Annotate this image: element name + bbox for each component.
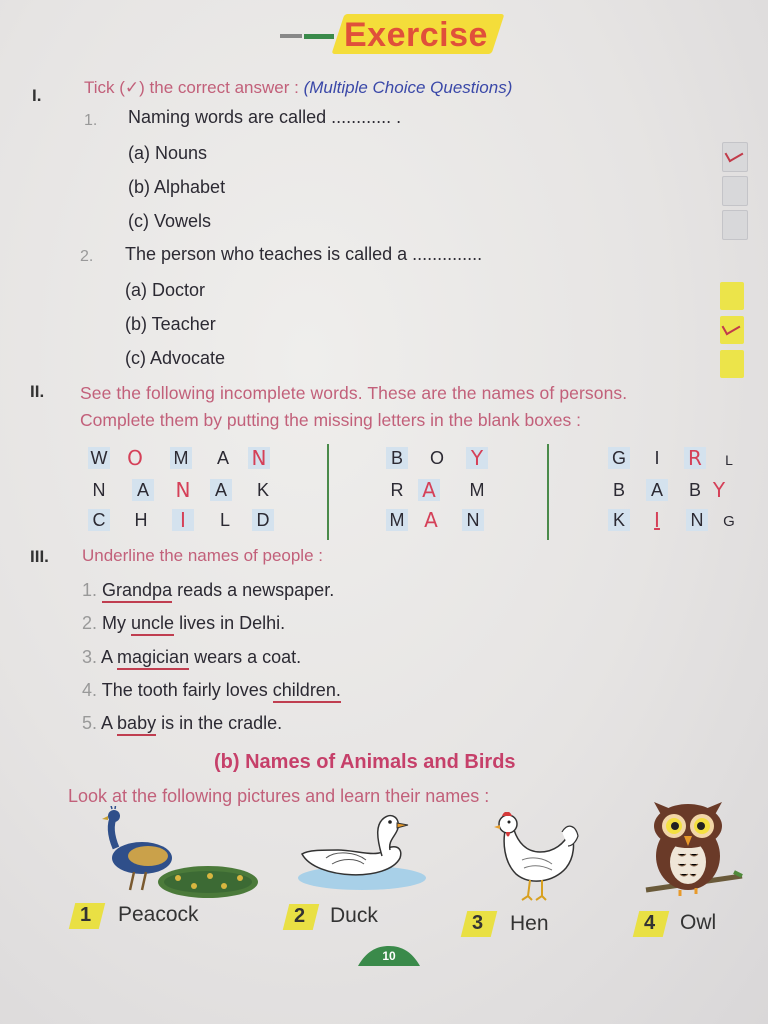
letter-box: B: [386, 447, 408, 469]
letter-box: G: [608, 447, 630, 469]
letter-box: G: [723, 513, 735, 530]
tick-box-1c[interactable]: [722, 210, 748, 240]
letter-box: D: [252, 509, 274, 531]
letter-box: C: [88, 509, 110, 531]
section-3-instruction: Underline the names of people :: [82, 546, 323, 565]
letter-box: H: [134, 510, 148, 530]
animal-number: 3: [472, 912, 484, 934]
animal-name: Duck: [330, 904, 378, 927]
sentence-2: 2. My uncle lives in Delhi.: [82, 613, 285, 634]
animal-label-4: [632, 909, 752, 939]
letter-box: B: [612, 480, 625, 500]
sentence-5: 5. A baby is in the cradle.: [82, 713, 282, 734]
section-1-number: I.: [32, 86, 42, 105]
option-2b: (b) Teacher: [125, 314, 216, 334]
exercise-title: [280, 8, 510, 62]
word-grid-2: [382, 447, 502, 533]
section-3-number: III.: [30, 547, 49, 566]
letter-box: K: [256, 480, 269, 500]
tick-box-2c[interactable]: [720, 350, 744, 378]
word-grid-1: [84, 447, 294, 533]
sentence-1: 1. Grandpa reads a newspaper.: [82, 580, 334, 601]
tick-icon: [725, 146, 744, 163]
filled-letter[interactable]: A: [418, 479, 440, 501]
title-arrow-icon: [280, 34, 336, 40]
page-number: 10: [382, 949, 396, 963]
filled-letter[interactable]: Y: [466, 447, 488, 469]
underlined-word[interactable]: uncle: [131, 613, 174, 636]
letter-box: A: [132, 479, 154, 501]
animal-number: 4: [644, 912, 656, 934]
page-number-badge: [356, 942, 422, 968]
grid-divider: [547, 444, 549, 540]
sentence-3: 3. A magician wears a coat.: [82, 647, 301, 668]
letter-box: A: [646, 479, 668, 501]
letter-box: A: [216, 448, 229, 468]
tick-box-1b[interactable]: [722, 176, 748, 206]
section-1-instruction: Tick (✓) the correct answer : (Multiple Choice Questions): [84, 78, 513, 97]
letter-box: I: [654, 448, 660, 468]
peacock-illustration: [96, 806, 262, 904]
animal-number: 2: [294, 905, 306, 927]
underlined-word[interactable]: baby: [117, 713, 156, 736]
question-2-number: 2.: [80, 248, 94, 265]
owl-illustration: [644, 796, 744, 902]
tick-box-2a[interactable]: [720, 282, 744, 310]
letter-box: A: [210, 479, 232, 501]
letter-box: M: [469, 480, 485, 500]
section-2-number: II.: [30, 382, 45, 401]
grid-divider: [327, 444, 329, 540]
letter-box: B: [688, 480, 701, 500]
letter-box: N: [92, 480, 106, 500]
animal-number: 1: [80, 904, 92, 926]
filled-letter[interactable]: I: [654, 508, 660, 532]
letter-box: L: [219, 510, 230, 530]
word-grid-3: [604, 447, 744, 533]
letter-box: N: [686, 509, 708, 531]
animal-name: Hen: [510, 912, 549, 935]
tick-icon: [722, 319, 741, 336]
hen-illustration: [492, 812, 582, 906]
question-1-number: 1.: [84, 112, 98, 129]
letter-box: W: [88, 447, 110, 469]
option-1b: (b) Alphabet: [128, 177, 226, 197]
letter-box: N: [462, 509, 484, 531]
option-2c: (c) Advocate: [125, 348, 226, 368]
section-2-instruction-line-1: See the following incomplete words. These are the names of persons.: [80, 383, 628, 403]
filled-letter[interactable]: R: [684, 447, 706, 469]
sentence-4: 4. The tooth fairly loves children.: [82, 680, 341, 701]
filled-letter[interactable]: N: [175, 478, 191, 502]
tick-box-1a[interactable]: [722, 142, 748, 172]
option-2a: (a) Doctor: [125, 280, 206, 300]
filled-letter[interactable]: N: [248, 447, 270, 469]
section-b-heading: (b) Names of Animals and Birds: [214, 751, 516, 773]
letter-box: L: [725, 452, 733, 468]
tick-box-2b[interactable]: [720, 316, 744, 344]
filled-letter[interactable]: I: [172, 509, 194, 531]
letter-box: M: [386, 509, 408, 531]
letter-box: R: [390, 480, 404, 500]
animal-name: Owl: [680, 911, 717, 934]
letter-box: M: [170, 447, 192, 469]
letter-box: O: [429, 448, 444, 468]
animal-label-3: [460, 909, 630, 939]
underlined-word[interactable]: Grandpa: [102, 580, 172, 603]
underlined-word[interactable]: magician: [117, 647, 189, 670]
filled-letter[interactable]: O: [127, 446, 143, 470]
duck-illustration: [296, 810, 432, 892]
letter-box: K: [608, 509, 630, 531]
question-2-text: The person who teaches is called a ..............: [125, 244, 483, 264]
section-b-instruction: Look at the following pictures and learn their names :: [68, 786, 490, 806]
section-2-instruction-line-2: Complete them by putting the missing letters in the blank boxes :: [80, 410, 581, 430]
filled-letter[interactable]: Y: [712, 478, 726, 502]
underlined-word[interactable]: children.: [273, 680, 341, 703]
animal-name: Peacock: [118, 903, 199, 926]
page-title: Exercise: [344, 16, 488, 54]
animal-label-2: [282, 902, 452, 932]
animal-label-1: [68, 901, 238, 931]
option-1a: (a) Nouns: [128, 143, 208, 163]
option-1c: (c) Vowels: [128, 211, 212, 231]
filled-letter[interactable]: A: [424, 508, 438, 532]
question-1-text: Naming words are called ............ .: [128, 107, 402, 127]
